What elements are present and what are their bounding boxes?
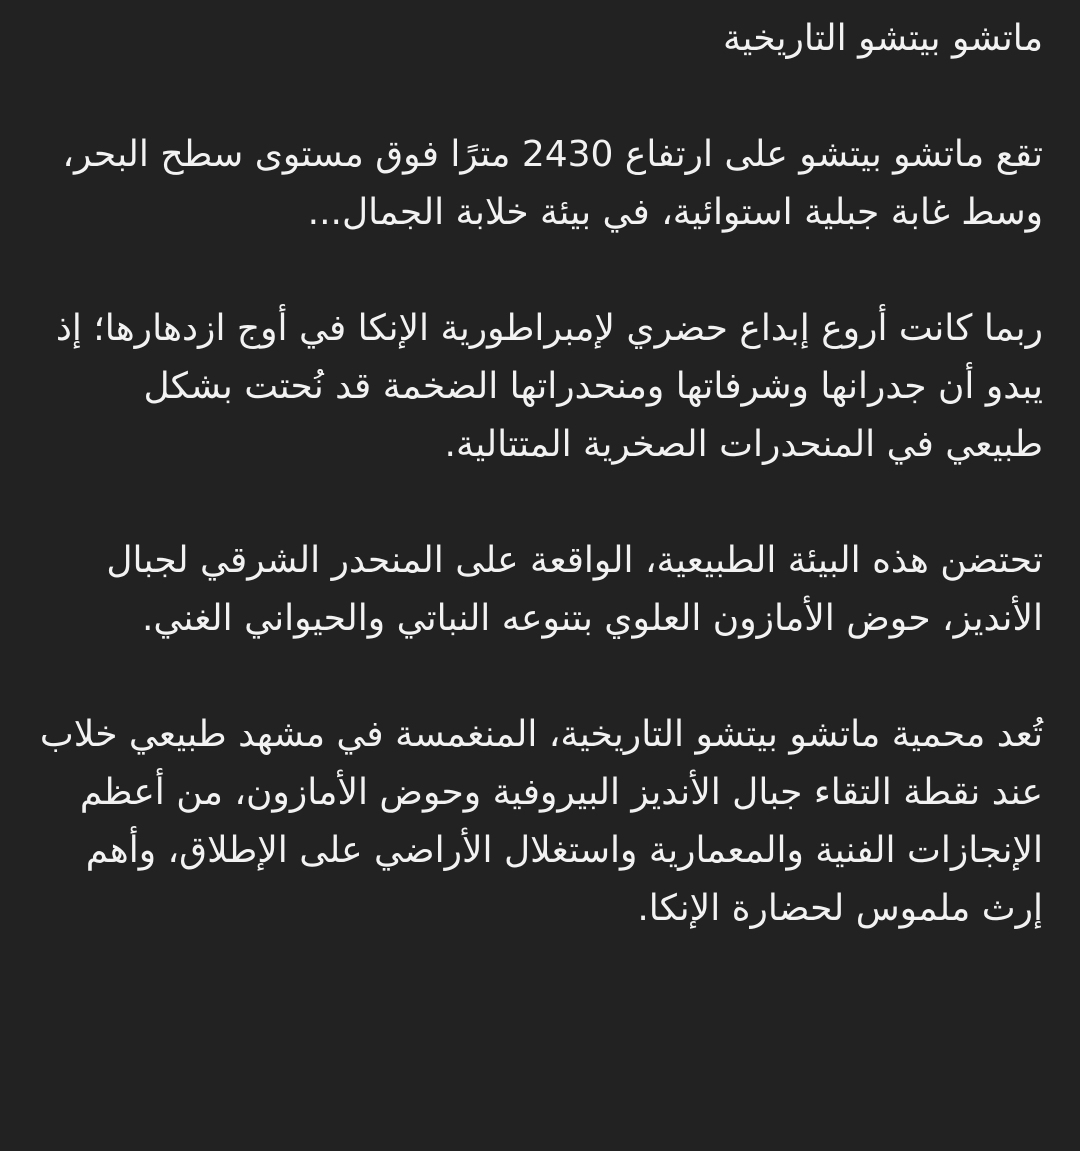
- paragraph-sanctuary: تُعد محمية ماتشو بيتشو التاريخية، المنغمسة في مشهد طبيعي خلاب عند نقطة التقاء جبال الأنديز البيروفية وحوض الأمازون، من أعظم الإنجازات الفنية والمعمارية واستغلال الأراضي على الإطلاق، وأهم إرث ملموس لحضارة الإنكا.: [39, 714, 1043, 929]
- document-title: ماتشو بيتشو التاريخية: [723, 18, 1043, 59]
- paragraph-environment: تحتضن هذه البيئة الطبيعية، الواقعة على المنحدر الشرقي لجبال الأنديز، حوض الأمازون العلوي بتنوعه النباتي والحيواني الغني.: [106, 540, 1043, 639]
- paragraph-altitude: تقع ماتشو بيتشو على ارتفاع 2430 مترًا فوق مستوى سطح البحر، وسط غابة جبلية استوائية، في بيئة خلابة الجمال...: [62, 134, 1043, 233]
- paragraph-inca-creation: ربما كانت أروع إبداع حضري لإمبراطورية الإنكا في أوج ازدهارها؛ إذ يبدو أن جدرانها وشرفاتها ومنحدراتها الضخمة قد نُحتت بشكل طبيعي في المنحدرات الصخرية المتتالية.: [55, 308, 1043, 465]
- document-body: [38, 10, 1043, 938]
